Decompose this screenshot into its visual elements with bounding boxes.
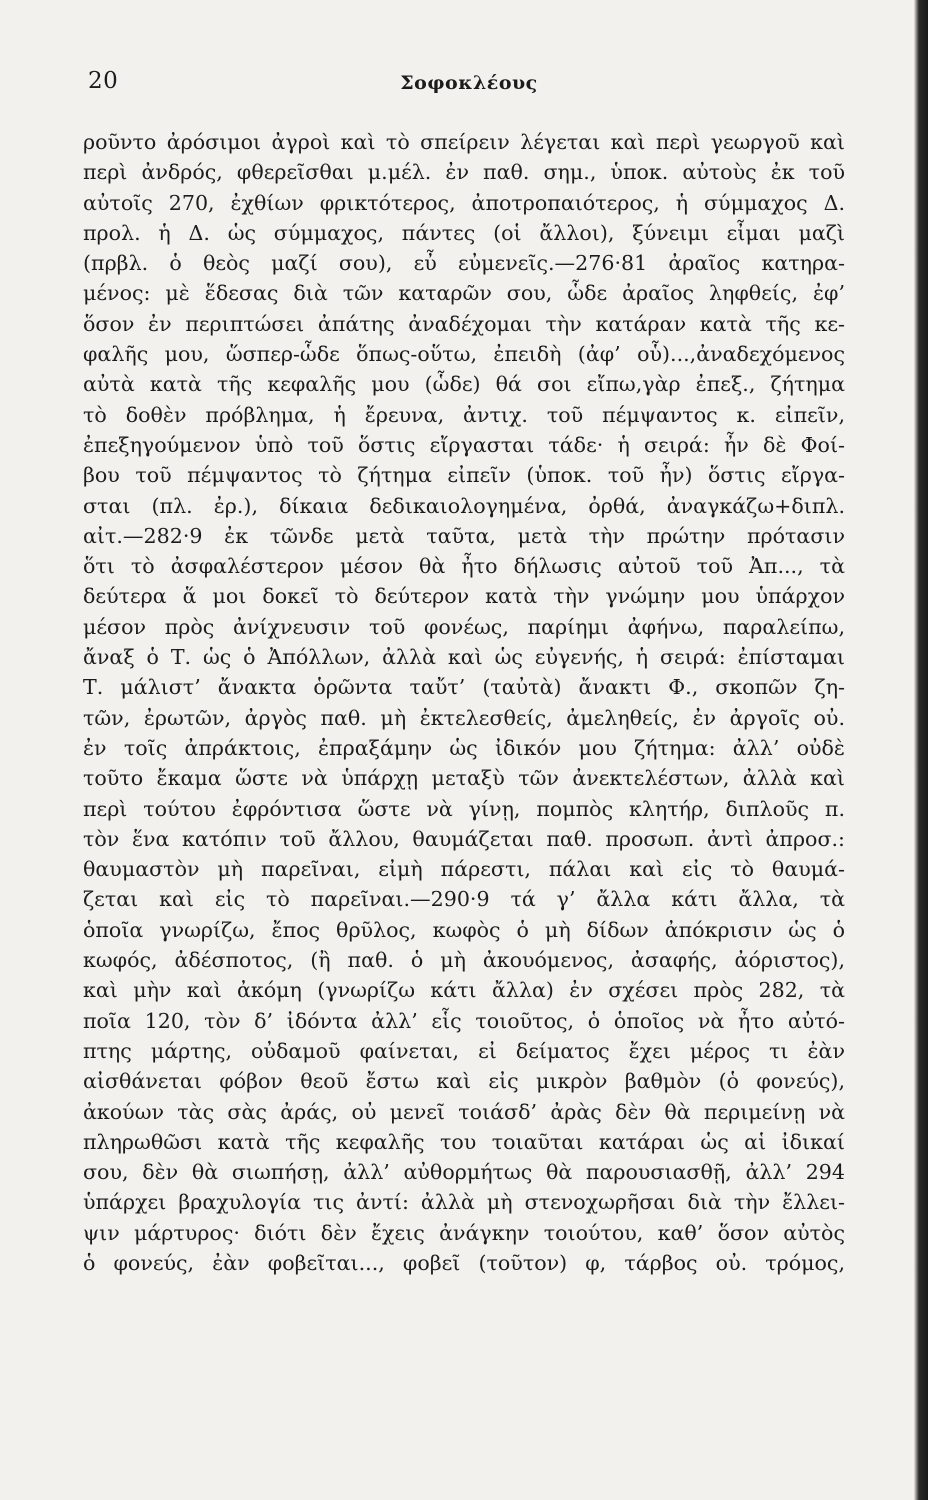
- page-number: 20: [88, 68, 119, 94]
- text-line: περὶ τούτου ἐφρόντισα ὥστε νὰ γίνῃ, πομπὸς κλητήρ, διπλοῦς π.: [83, 796, 845, 821]
- text-line: (πρβλ. ὁ θεὸς μαζί σου), εὖ εὐμενεῖς.—276·81 ἀραῖος κατηρα-: [83, 251, 845, 276]
- text-line: ψιν μάρτυρος· διότι δὲν ἔχεις ἀνάγκην τοιούτου, καθ’ ὅσον αὐτὸς: [83, 1220, 845, 1245]
- text-line: ἄναξ ὁ Τ. ὡς ὁ Ἀπόλλων, ἀλλὰ καὶ ὡς εὐγενής, ἡ σειρά: ἐπίσταμαι: [83, 645, 845, 670]
- text-line: κωφός, ἀδέσποτος, (ἢ παθ. ὁ μὴ ἀκουόμενος, ἀσαφής, ἀόριστος),: [83, 948, 845, 973]
- text-line: ποῖα 120, τὸν δ’ ἰδόντα ἀλλ’ εἷς τοιοῦτος, ὁ ὁποῖος νὰ ἦτο αὐτό-: [83, 1008, 845, 1033]
- text-line: πληρωθῶσι κατὰ τῆς κεφαλῆς του τοιαῦται κατάραι ὡς αἱ ἰδικαί: [83, 1129, 845, 1154]
- text-line: σται (πλ. ἐρ.), δίκαια δεδικαιολογημένα, ὀρθά, ἀναγκάζω+διπλ.: [83, 493, 845, 518]
- text-line: πτης μάρτης, οὐδαμοῦ φαίνεται, εἰ δείματος ἔχει μέρος τι ἐὰν: [83, 1038, 845, 1063]
- text-line: αὐτοῖς 270, ἐχθίων φρικτότερος, ἀποτροπαιότερος, ἡ σύμμαχος Δ.: [83, 190, 845, 215]
- text-line: ὁποῖα γνωρίζω, ἔπος θρῦλος, κωφὸς ὁ μὴ δίδων ἀπόκρισιν ὡς ὁ: [83, 917, 845, 942]
- text-line: τοῦτο ἔκαμα ὥστε νὰ ὑπάρχῃ μεταξὺ τῶν ἀνεκτελέστων, ἀλλὰ καὶ: [83, 766, 845, 791]
- text-line: αἰτ.—282·9 ἐκ τῶνδε μετὰ ταῦτα, μετὰ τὴν πρώτην πρότασιν: [83, 523, 845, 548]
- text-line: προλ. ἡ Δ. ὡς σύμμαχος, πάντες (οἱ ἄλλοι), ξύνειμι εἶμαι μαζὶ: [83, 220, 845, 245]
- text-line: τὸ δοθὲν πρόβλημα, ἡ ἔρευνα, ἀντιχ. τοῦ πέμψαντος κ. εἰπεῖν,: [83, 402, 845, 427]
- text-line: σου, δὲν θὰ σιωπήσῃ, ἀλλ’ αὐθορμήτως θὰ παρουσιασθῇ, ἀλλ’ 294: [83, 1160, 845, 1185]
- text-line: ὑπάρχει βραχυλογία τις ἀντί: ἀλλὰ μὴ στενοχωρῆσαι διὰ τὴν ἔλλει-: [83, 1190, 845, 1215]
- text-line: τῶν, ἐρωτῶν, ἀργὸς παθ. μὴ ἐκτελεσθείς, ἀμεληθείς, ἐν ἀργοῖς οὐ.: [83, 705, 845, 730]
- text-line: ζεται καὶ εἰς τὸ παρεῖναι.—290·9 τά γ’ ἄλλα κάτι ἄλλα, τὰ: [83, 887, 845, 912]
- text-line: φαλῆς μου, ὥσπερ-ὧδε ὅπως-οὕτω, ἐπειδὴ (ἀφ’ οὗ)...,ἀναδεχόμενος: [83, 342, 845, 367]
- text-line: ὅτι τὸ ἀσφαλέστερον μέσον θὰ ἦτο δήλωσις αὐτοῦ τοῦ Ἀπ..., τὰ: [83, 554, 845, 579]
- text-line: ὁ φονεύς, ἐὰν φοβεῖται..., φοβεῖ (τοῦτον) φ, τάρβος οὐ. τρόμος,: [83, 1250, 845, 1275]
- text-line: μέσον πρὸς ἀνίχνευσιν τοῦ φονέως, παρίημι ἀφήνω, παραλείπω,: [83, 614, 845, 639]
- text-line: αὐτὰ κατὰ τῆς κεφαλῆς μου (ὧδε) θά σοι εἴπω,γὰρ ἐπεξ., ζήτημα: [83, 372, 845, 397]
- page-header: [88, 68, 850, 102]
- text-line: βου τοῦ πέμψαντος τὸ ζήτημα εἰπεῖν (ὑποκ. τοῦ ἦν) ὅστις εἴργα-: [83, 463, 845, 488]
- text-line: καὶ μὴν καὶ ἀκόμη (γνωρίζω κάτι ἄλλα) ἐν σχέσει πρὸς 282, τὰ: [83, 978, 845, 1003]
- text-line: τὸν ἕνα κατόπιν τοῦ ἄλλου, θαυμάζεται παθ. προσωπ. ἀντὶ ἀπροσ.:: [83, 826, 845, 851]
- text-line: ἐν τοῖς ἀπράκτοις, ἐπραξάμην ὡς ἰδικόν μου ζήτημα: ἀλλ’ οὐδὲ: [83, 735, 845, 760]
- text-line: ἐπεξηγούμενον ὑπὸ τοῦ ὅστις εἴργασται τάδε· ἡ σειρά: ἦν δὲ Φοί-: [83, 432, 845, 457]
- text-line: Τ. μάλιστ’ ἄνακτα ὁρῶντα ταὔτ’ (ταὐτὰ) ἄνακτι Φ., σκοπῶν ζη-: [83, 675, 845, 700]
- running-title: Σοφοκλέους: [400, 72, 538, 94]
- page-edge-shadow: [914, 0, 928, 1500]
- text-line: μένος: μὲ ἕδεσας διὰ τῶν καταρῶν σου, ὧδε ἀραῖος ληφθείς, ἐφ’: [83, 281, 845, 306]
- text-line: θαυμαστὸν μὴ παρεῖναι, εἰμὴ πάρεστι, πάλαι καὶ εἰς τὸ θαυμά-: [83, 857, 845, 882]
- text-line: περὶ ἀνδρός, φθερεῖσθαι μ.μέλ. ἐν παθ. σημ., ὑποκ. αὐτοὺς ἐκ τοῦ: [83, 160, 845, 185]
- text-line: ροῦντο ἀρόσιμοι ἀγροὶ καὶ τὸ σπείρειν λέγεται καὶ περὶ γεωργοῦ καὶ: [83, 130, 845, 154]
- commentary-text: [83, 127, 845, 1278]
- text-line: αἰσθάνεται φόβον θεοῦ ἔστω καὶ εἰς μικρὸν βαθμὸν (ὁ φονεύς),: [83, 1069, 845, 1094]
- text-line: ὅσον ἐν περιπτώσει ἀπάτης ἀναδέχομαι τὴν κατάραν κατὰ τῆς κε-: [83, 311, 845, 336]
- text-line: δεύτερα ἅ μοι δοκεῖ τὸ δεύτερον κατὰ τὴν γνώμην μου ὑπάρχον: [83, 584, 845, 609]
- text-line: ἀκούων τὰς σὰς ἀράς, οὐ μενεῖ τοιάσδ’ ἀρὰς δὲν θὰ περιμείνῃ νὰ: [83, 1099, 845, 1124]
